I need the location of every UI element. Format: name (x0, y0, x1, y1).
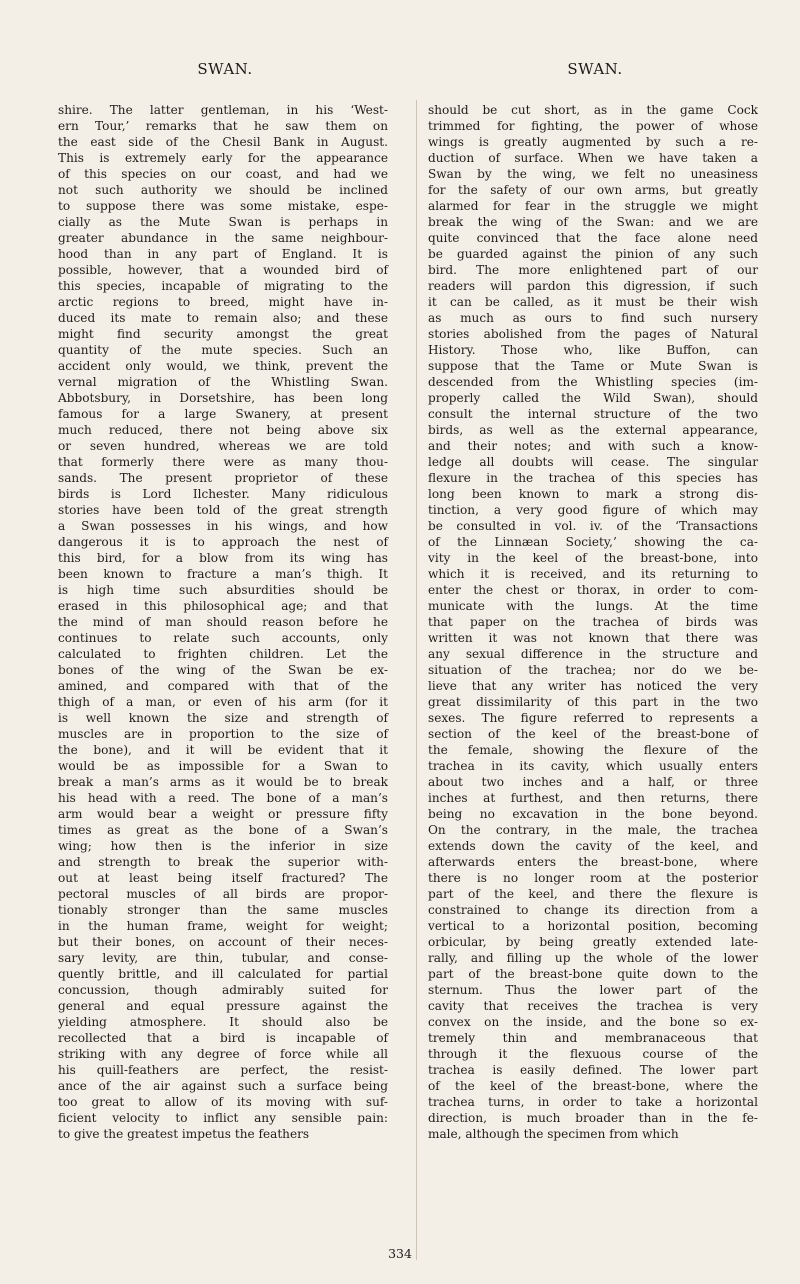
text-line: cially as the Mute Swan is perhaps in (58, 215, 388, 229)
text-line: any sexual difference in the structure and (428, 647, 758, 661)
text-line: a Swan possesses in his wings, and how (58, 519, 388, 533)
text-line: calculated to frighten children. Let the (58, 647, 388, 661)
text-line: much reduced, there not being above six (58, 423, 388, 437)
text-line: of this species on our coast, and had we (58, 167, 388, 181)
text-line: properly called the Wild Swan), should (428, 391, 758, 405)
text-line: enter the chest or thorax, in order to com- (428, 583, 758, 597)
text-line: sexes. The figure referred to represents a (428, 711, 758, 725)
text-line: vernal migration of the Whistling Swan. (58, 375, 388, 389)
text-column-right (428, 102, 758, 1142)
text-line: it can be called, as it must be their wish (428, 295, 758, 309)
text-line: extends down the cavity of the keel, and (428, 839, 758, 853)
text-line: trachea is easily defined. The lower part (428, 1063, 758, 1077)
text-line: hood than in any part of England. It is (58, 247, 388, 261)
page-number: 334 (388, 1246, 412, 1261)
text-line: in the human frame, weight for weight; (58, 919, 388, 933)
text-line: duction of surface. When we have taken a (428, 151, 758, 165)
text-line: Abbotsbury, in Dorsetshire, has been long (58, 391, 388, 405)
text-line: great dissimilarity of this part in the two (428, 695, 758, 709)
text-line: alarmed for fear in the struggle we might (428, 199, 758, 213)
text-line: about two inches and a half, or three (428, 775, 758, 789)
text-line: concussion, though admirably suited for (58, 983, 388, 997)
running-head-right: SWAN. (567, 60, 623, 78)
text-line: the female, showing the flexure of the (428, 743, 758, 757)
text-line: thigh of a man, or even of his arm (for it (58, 695, 388, 709)
text-line: break the wing of the Swan: and we are (428, 215, 758, 229)
text-line: afterwards enters the breast-bone, where (428, 855, 758, 869)
text-line: orbicular, by being greatly extended late- (428, 935, 758, 949)
text-line: This is extremely early for the appearance (58, 151, 388, 165)
text-line: muscles are in proportion to the size of (58, 727, 388, 741)
text-line: this bird, for a blow from its wing has (58, 551, 388, 565)
text-line: that formerly there were as many thou- (58, 455, 388, 469)
text-line: shire. The latter gentleman, in his ‘West- (58, 103, 388, 117)
text-line: direction, is much broader than in the fe- (428, 1111, 758, 1125)
text-line: his quill-feathers are perfect, the resist- (58, 1063, 388, 1077)
text-line: there is no longer room at the posterior (428, 871, 758, 885)
text-line: accident only would, we think, prevent the (58, 359, 388, 373)
text-line: not such authority we should be inclined (58, 183, 388, 197)
text-line: ance of the air against such a surface being (58, 1079, 388, 1093)
text-line: greater abundance in the same neighbour- (58, 231, 388, 245)
text-line: flexure in the trachea of this species has (428, 471, 758, 485)
text-line: birds is Lord Ilchester. Many ridiculous (58, 487, 388, 501)
text-line: his head with a reed. The bone of a man’s (58, 791, 388, 805)
text-column-left (58, 102, 388, 1142)
text-line: written it was not known that there was (428, 631, 758, 645)
text-line: might find security amongst the great (58, 327, 388, 341)
text-line: is well known the size and strength of (58, 711, 388, 725)
text-line: constrained to change its direction from a (428, 903, 758, 917)
text-line: cavity that receives the trachea is very (428, 999, 758, 1013)
text-line: being no excavation in the bone beyond. (428, 807, 758, 821)
text-line: wings is greatly augmented by such a re- (428, 135, 758, 149)
text-line: trachea in its cavity, which usually enters (428, 759, 758, 773)
text-line: long been known to mark a strong dis- (428, 487, 758, 501)
text-line: consult the internal structure of the two (428, 407, 758, 421)
text-line: the east side of the Chesil Bank in August. (58, 135, 388, 149)
text-line: quite convinced that the face alone need (428, 231, 758, 245)
text-line: that paper on the trachea of birds was (428, 615, 758, 629)
text-line: too great to allow of its moving with suf- (58, 1095, 388, 1109)
text-line: bones of the wing of the Swan be ex- (58, 663, 388, 677)
text-line: trachea turns, in order to take a horizontal (428, 1095, 758, 1109)
text-line: dangerous it is to approach the nest of (58, 535, 388, 549)
text-line: out at least being itself fractured? The (58, 871, 388, 885)
text-line: ledge all doubts will cease. The singular (428, 455, 758, 469)
text-line: sternum. Thus the lower part of the (428, 983, 758, 997)
text-line: continues to relate such accounts, only (58, 631, 388, 645)
text-line: this species, incapable of migrating to the (58, 279, 388, 293)
text-line: tinction, a very good figure of which may (428, 503, 758, 517)
text-line: to give the greatest impetus the feathers (58, 1127, 310, 1141)
text-line: readers will pardon this digression, if such (428, 279, 758, 293)
column-divider (416, 100, 417, 1260)
text-line: break a man’s arms as it would be to break (58, 775, 388, 789)
text-line: through it the flexuous course of the (428, 1047, 758, 1061)
text-line: part of the breast-bone quite down to the (428, 967, 758, 981)
text-line: municate with the lungs. At the time (428, 599, 758, 613)
running-head-left: SWAN. (197, 60, 253, 78)
text-line: been known to fracture a man’s thigh. It (58, 567, 388, 581)
text-line: quently brittle, and ill calculated for partial (58, 967, 388, 981)
text-line: rally, and filling up the whole of the lower (428, 951, 758, 965)
text-line: be consulted in vol. iv. of the ‘Transactions (428, 519, 758, 533)
text-line: stories abolished from the pages of Natural (428, 327, 758, 341)
text-line: be guarded against the pinion of any such (428, 247, 758, 261)
text-line: tremely thin and membranaceous that (428, 1031, 758, 1045)
text-line: descended from the Whistling species (im- (428, 375, 758, 389)
text-line: the mind of man should reason before he (58, 615, 388, 629)
text-line: of the Linnæan Society,’ showing the ca- (428, 535, 758, 549)
text-line: quantity of the mute species. Such an (58, 343, 388, 357)
text-line: times as great as the bone of a Swan’s (58, 823, 388, 837)
text-line: sands. The present proprietor of these (58, 471, 388, 485)
text-line: vertical to a horizontal position, becoming (428, 919, 758, 933)
text-line: arm would bear a weight or pressure fifty (58, 807, 388, 821)
text-line: situation of the trachea; nor do we be- (428, 663, 758, 677)
text-line: suppose that the Tame or Mute Swan is (428, 359, 758, 373)
text-line: should be cut short, as in the game Cock (428, 103, 758, 117)
text-line: trimmed for fighting, the power of whose (428, 119, 758, 133)
text-line: but their bones, on account of their neces- (58, 935, 388, 949)
text-line: bird. The more enlightened part of our (428, 263, 758, 277)
text-line: birds, as well as the external appearance, (428, 423, 758, 437)
text-line: is high time such absurdities should be (58, 583, 388, 597)
text-line: possible, however, that a wounded bird of (58, 263, 388, 277)
text-line: ficient velocity to inflict any sensible pain: (58, 1111, 388, 1125)
text-line: arctic regions to breed, might have in- (58, 295, 388, 309)
text-line: Swan by the wing, we felt no uneasiness (428, 167, 758, 181)
text-line: section of the keel of the breast-bone of (428, 727, 758, 741)
text-line: pectoral muscles of all birds are propor- (58, 887, 388, 901)
text-line: part of the keel, and there the flexure is (428, 887, 758, 901)
text-line: would be as impossible for a Swan to (58, 759, 388, 773)
text-line: History. Those who, like Buffon, can (428, 343, 758, 357)
text-line: vity in the keel of the breast-bone, into (428, 551, 758, 565)
text-line: duced its mate to remain also; and these (58, 311, 388, 325)
text-line: ern Tour,’ remarks that he saw them on (58, 119, 388, 133)
text-line: stories have been told of the great strength (58, 503, 388, 517)
text-line: amined, and compared with that of the (58, 679, 388, 693)
text-line: which it is received, and its returning to (428, 567, 758, 581)
text-line: and their notes; and with such a know- (428, 439, 758, 453)
text-line: striking with any degree of force while all (58, 1047, 388, 1061)
text-line: famous for a large Swanery, at present (58, 407, 388, 421)
text-line: tionably stronger than the same muscles (58, 903, 388, 917)
text-line: wing; how then is the inferior in size (58, 839, 388, 853)
text-line: inches at furthest, and then returns, there (428, 791, 758, 805)
text-line: lieve that any writer has noticed the very (428, 679, 758, 693)
text-line: and strength to break the superior with- (58, 855, 388, 869)
text-line: the bone), and it will be evident that it (58, 743, 388, 757)
text-line: of the keel of the breast-bone, where the (428, 1079, 758, 1093)
text-line: convex on the inside, and the bone so ex- (428, 1015, 758, 1029)
text-line: On the contrary, in the male, the trachea (428, 823, 758, 837)
text-line: to suppose there was some mistake, espe- (58, 199, 388, 213)
text-line: general and equal pressure against the (58, 999, 388, 1013)
text-line: as much as ours to find such nursery (428, 311, 758, 325)
text-line: male, although the specimen from which (428, 1127, 679, 1141)
text-line: sary levity, are thin, tubular, and conse- (58, 951, 388, 965)
text-line: recollected that a bird is incapable of (58, 1031, 388, 1045)
text-line: or seven hundred, whereas we are told (58, 439, 388, 453)
text-line: yielding atmosphere. It should also be (58, 1015, 388, 1029)
text-line: for the safety of our own arms, but greatly (428, 183, 758, 197)
text-line: erased in this philosophical age; and that (58, 599, 388, 613)
